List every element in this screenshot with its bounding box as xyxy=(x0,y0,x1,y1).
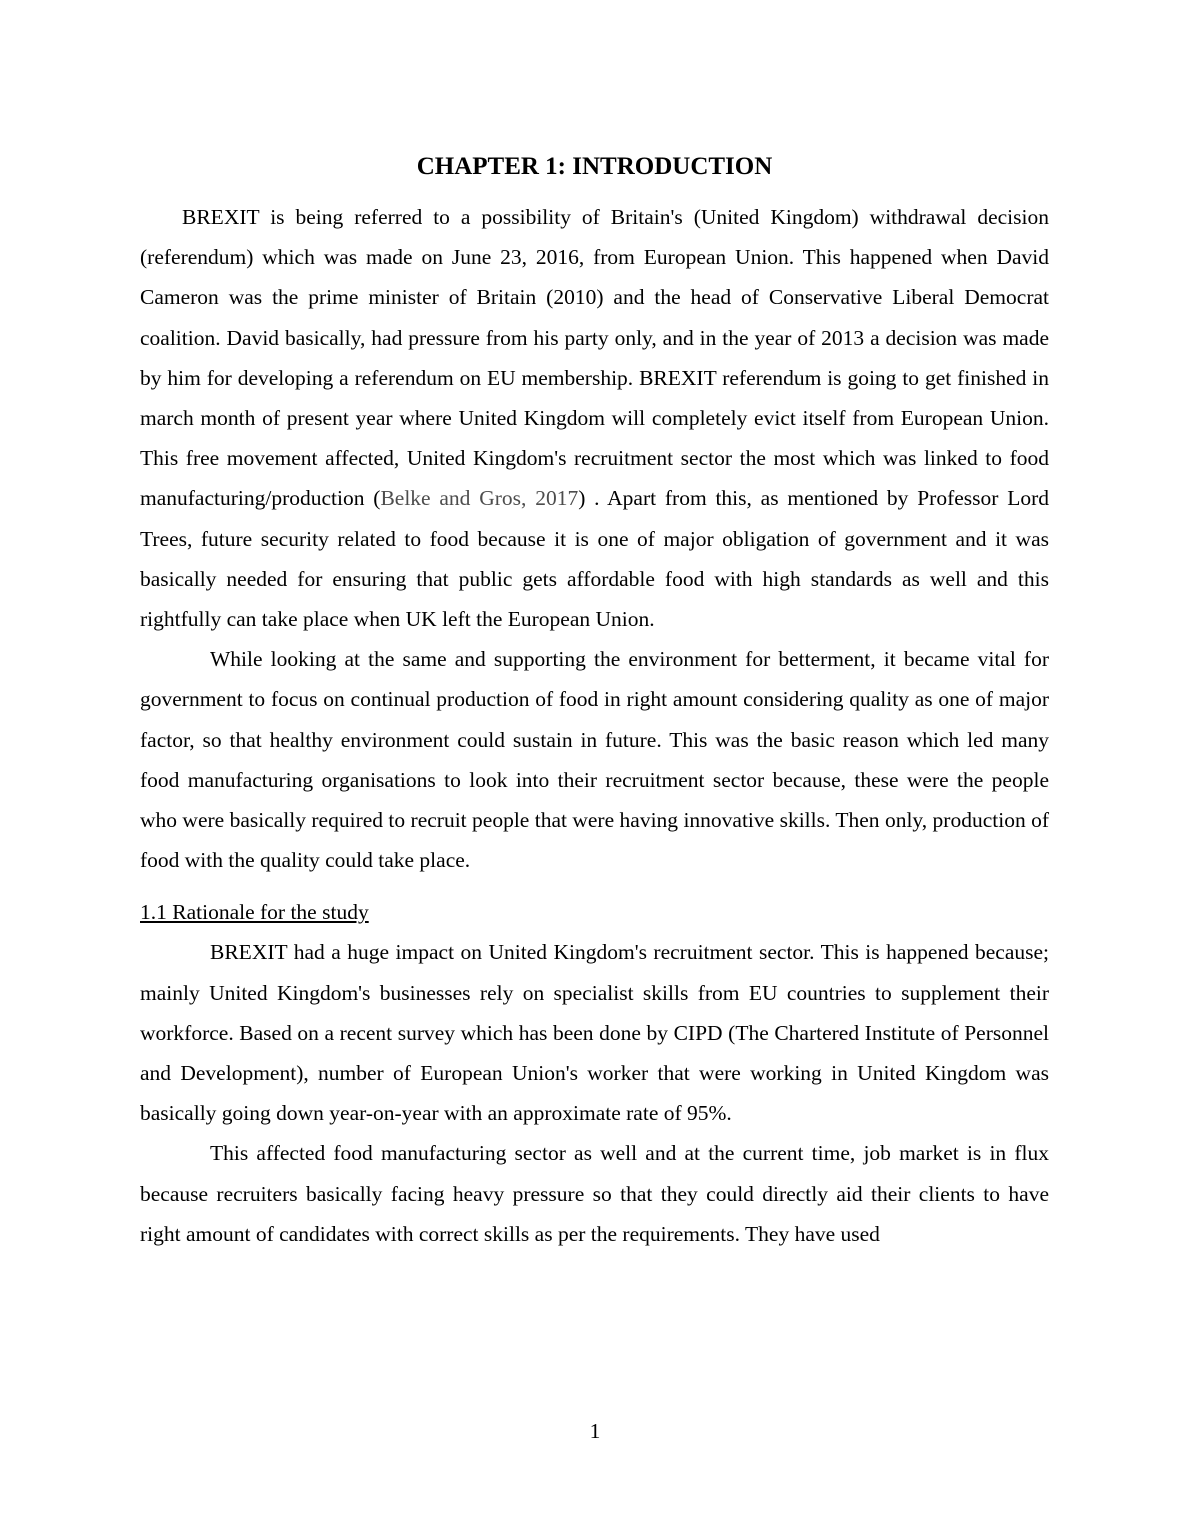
intro-text-before-citation: BREXIT is being referred to a possibility of Britain's (United Kingdom) withdrawal decision (referendum) which was made on June 23, 2016, from European Union. This happened when David Cameron was the prime minister of Britain (2010) and the head of Conservative Liberal Democrat coalition. David basically, had pressure from his party only, and in the year of 2013 a decision was made by him for developing a referendum on EU membership. BREXIT referendum is going to get finished in march month of present year where United Kingdom will completely evict itself from European Union. This free movement affected, United Kingdom's recruitment sector the most which was linked to food manufacturing/production ( xyxy=(140,205,1049,511)
page-content xyxy=(140,148,1049,1254)
chapter-title: CHAPTER 1: INTRODUCTION xyxy=(416,153,773,180)
page-number: 1 xyxy=(589,1419,601,1443)
section-heading-rationale: 1.1 Rationale for the study xyxy=(140,900,369,925)
intro-text-after-citation: ) . Apart from this, as mentioned by Professor Lord Trees, future security related to food because it is one of major obligation of government and it was basically needed for ensuring that public gets affordable food with high standards as well and this rightfully can take place when UK left the European Union. xyxy=(140,486,1050,632)
paragraph-4: This affected food manufacturing sector as well and at the current time, job market is in flux because recruiters basically facing heavy pressure so that they could directly aid their clients to have right amount of candidates with correct skills as per the requirements. They have used xyxy=(140,1141,1049,1246)
intro-paragraph xyxy=(140,197,1049,639)
paragraph-3: BREXIT had a huge impact on United Kingdom's recruitment sector. This is happened because; mainly United Kingdom's businesses rely on specialist skills from EU countries to supplement their workforce. Based on a recent survey which has been done by CIPD (The Chartered Institute of Personnel and Development), number of European Union's worker that were working in United Kingdom was basically going down year-on-year with an approximate rate of 95%. xyxy=(140,940,1049,1126)
citation-belke-gros: Belke and Gros, 2017 xyxy=(380,486,579,511)
paragraph-2: While looking at the same and supporting the environment for betterment, it became vital for government to focus on continual production of food in right amount considering quality as one of major factor, so that healthy environment could sustain in future. This was the basic reason which led many food manufacturing organisations to look into their recruitment sector because, these were the people who were basically required to recruit people that were having innovative skills. Then only, production of food with the quality could take place. xyxy=(140,647,1049,873)
